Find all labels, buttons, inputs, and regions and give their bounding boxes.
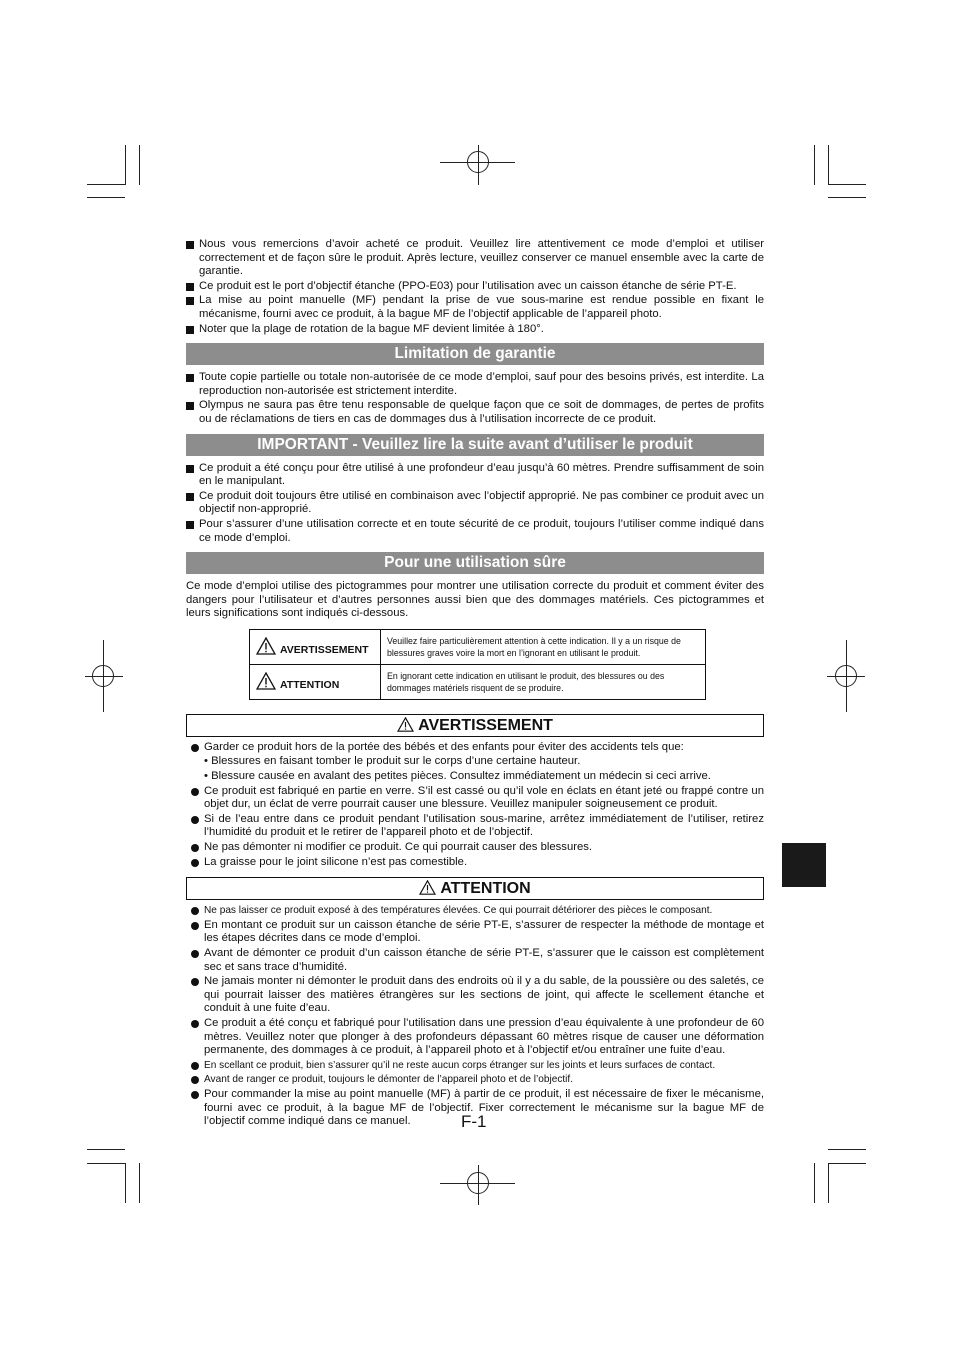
caution-item: Ne pas laisser ce produit exposé à des températures élevées. Ce qui pourrait détériorer des pièces le composant. xyxy=(186,904,764,918)
caution-item: Avant de ranger ce produit, toujours le démonter de l’appareil photo et de l’objectif. xyxy=(186,1073,764,1087)
warning-subitem: • Blessures en faisant tomber le produit sur le corps d’une certaine hauteur. xyxy=(204,755,581,768)
page-number: F-1 xyxy=(461,1112,487,1131)
caution-item: Pour commander la mise au point manuelle (MF) à partir de ce produit, il est nécessaire de fixer le mécanisme, fourni avec ce produit, à la bague MF de l’objectif. Fixer correctement le mécanisme sur la bague MF de l’objectif comme indiqué dans ce manuel. xyxy=(186,1088,764,1129)
safe-use-heading: Pour une utilisation sûre xyxy=(186,552,764,574)
caution-item: En scellant ce produit, bien s’assurer qu’il ne reste aucun corps étranger sur les joints et leurs surfaces de contact. xyxy=(186,1059,764,1073)
caution-item: En montant ce produit sur un caisson étanche de série PT-E, s’assurer de respecter la méthode de montage et les étapes décrites dans ce mode d’emploi. xyxy=(186,919,764,946)
page-content xyxy=(186,238,764,1130)
warning-triangle-icon xyxy=(397,717,414,732)
safe-use-intro: Ce mode d’emploi utilise des pictogrammes pour montrer une utilisation correcte du produit et comment éviter des dangers pour l’utilisateur et d’autres personnes aussi bien que des dommages matériels. Ces pictogrammes et leurs significations sont indiqués ci-dessous. xyxy=(186,580,764,620)
warning-heading: AVERTISSEMENT xyxy=(186,714,764,737)
important-heading: IMPORTANT - Veuillez lire la suite avant d’utiliser le produit xyxy=(186,434,764,456)
pictogram-text: Veuillez faire particulièrement attention à cette indication. Il y a un risque de blessures graves voire la mort en l’ignorant en utilisant le produit. xyxy=(381,629,706,664)
pictogram-text: En ignorant cette indication en utilisant le produit, des blessures ou des dommages matériels risquent de se produire. xyxy=(381,664,706,699)
warning-triangle-icon xyxy=(256,672,276,690)
pictogram-row-warning xyxy=(250,629,706,664)
caution-item: Ne jamais monter ni démonter le produit dans des endroits où il y a du sable, de la poussière ou des saletés, ce qui pourrait laisser des matières étrangères sur les sections de joint, qui affecte le scellement étanche et conduit à une fuite d’eau. xyxy=(186,975,764,1016)
warning-triangle-icon xyxy=(419,880,436,895)
pictogram-label: ATTENTION xyxy=(280,679,340,692)
warranty-item: Olympus ne saura pas être tenu responsable de quelque façon que ce soit de dommages, de pertes de profits ou de réclamations de tiers en cas de dommages dus à l’utilisation incorrecte de ce produit. xyxy=(186,399,764,426)
warning-item: Ce produit est fabriqué en partie en verre. S’il est cassé ou qu’il vole en éclats en étant jeté ou frappé contre un objet dur, un éclat de verre pourrait causer une blessure. Veuillez manipuler soigneusement ce produit. xyxy=(186,785,764,812)
caution-heading: ATTENTION xyxy=(186,877,764,900)
warranty-heading: Limitation de garantie xyxy=(186,343,764,365)
intro-item: Ce produit est le port d’objectif étanche (PPO-E03) pour l’utilisation avec un caisson étanche de série PT-E. xyxy=(186,280,764,294)
warning-item: Si de l’eau entre dans ce produit pendant l’utilisation sous-marine, arrêtez immédiatement de l’utiliser, retirez l’humidité du produit et le retirer de l’appareil photo et de l’objectif. xyxy=(186,813,764,840)
important-item: Ce produit a été conçu pour être utilisé à une profondeur d’eau jusqu’à 60 mètres. Prendre suffisamment de soin en le manipulant. xyxy=(186,462,764,489)
section-tab-marker xyxy=(782,843,826,887)
warning-item: Ne pas démonter ni modifier ce produit. Ce qui pourrait causer des blessures. xyxy=(186,841,764,855)
warning-subitem: • Blessure causée en avalant des petites pièces. Consultez immédiatement un médecin si ceci arrive. xyxy=(204,770,711,783)
important-item: Ce produit doit toujours être utilisé en combinaison avec l’objectif approprié. Ne pas combiner ce produit avec un objectif non-approprié. xyxy=(186,490,764,517)
intro-item: Nous vous remercions d’avoir acheté ce produit. Veuillez lire attentivement ce mode d’emploi et utiliser correctement et de façon sûre le produit. Après lecture, veuillez conserver ce manuel ensemble avec la carte de garantie. xyxy=(186,238,764,279)
intro-item: La mise au point manuelle (MF) pendant la prise de vue sous-marine est rendue possible en fixant le mécanisme, fourni avec ce produit, à la bague MF de l’objectif applicable de l’appareil photo. xyxy=(186,294,764,321)
warning-triangle-icon xyxy=(256,637,276,655)
warranty-item: Toute copie partielle ou totale non-autorisée de ce mode d’emploi, sauf pour des besoins privés, est interdite. La reproduction non-autorisée est strictement interdite. xyxy=(186,371,764,398)
pictogram-label: AVERTISSEMENT xyxy=(280,644,369,657)
intro-item: Noter que la plage de rotation de la bague MF devient limitée à 180°. xyxy=(186,323,764,337)
warning-item: Garder ce produit hors de la portée des bébés et des enfants pour éviter des accidents tels que: xyxy=(186,741,764,755)
pictogram-row-caution xyxy=(250,664,706,699)
pictogram-table xyxy=(249,629,706,700)
warning-item: La graisse pour le joint silicone n’est pas comestible. xyxy=(186,856,764,870)
caution-item: Avant de démonter ce produit d’un caisson étanche de série PT-E, s’assurer que le caisson est complètement sec et sans trace d’humidité. xyxy=(186,947,764,974)
caution-item: Ce produit a été conçu et fabriqué pour l’utilisation dans une pression d’eau équivalente à une profondeur de 60 mètres. Veuillez noter que plonger à des profondeurs dépassant 60 mètres risque de causer une déformation permanente, des dommages à ce produit, à l’appareil photo et à l’objectif et/ou entraîner une fuite d’eau. xyxy=(186,1017,764,1058)
important-item: Pour s’assurer d’une utilisation correcte et en toute sécurité de ce produit, toujours l’utiliser comme indiqué dans ce mode d’emploi. xyxy=(186,518,764,545)
